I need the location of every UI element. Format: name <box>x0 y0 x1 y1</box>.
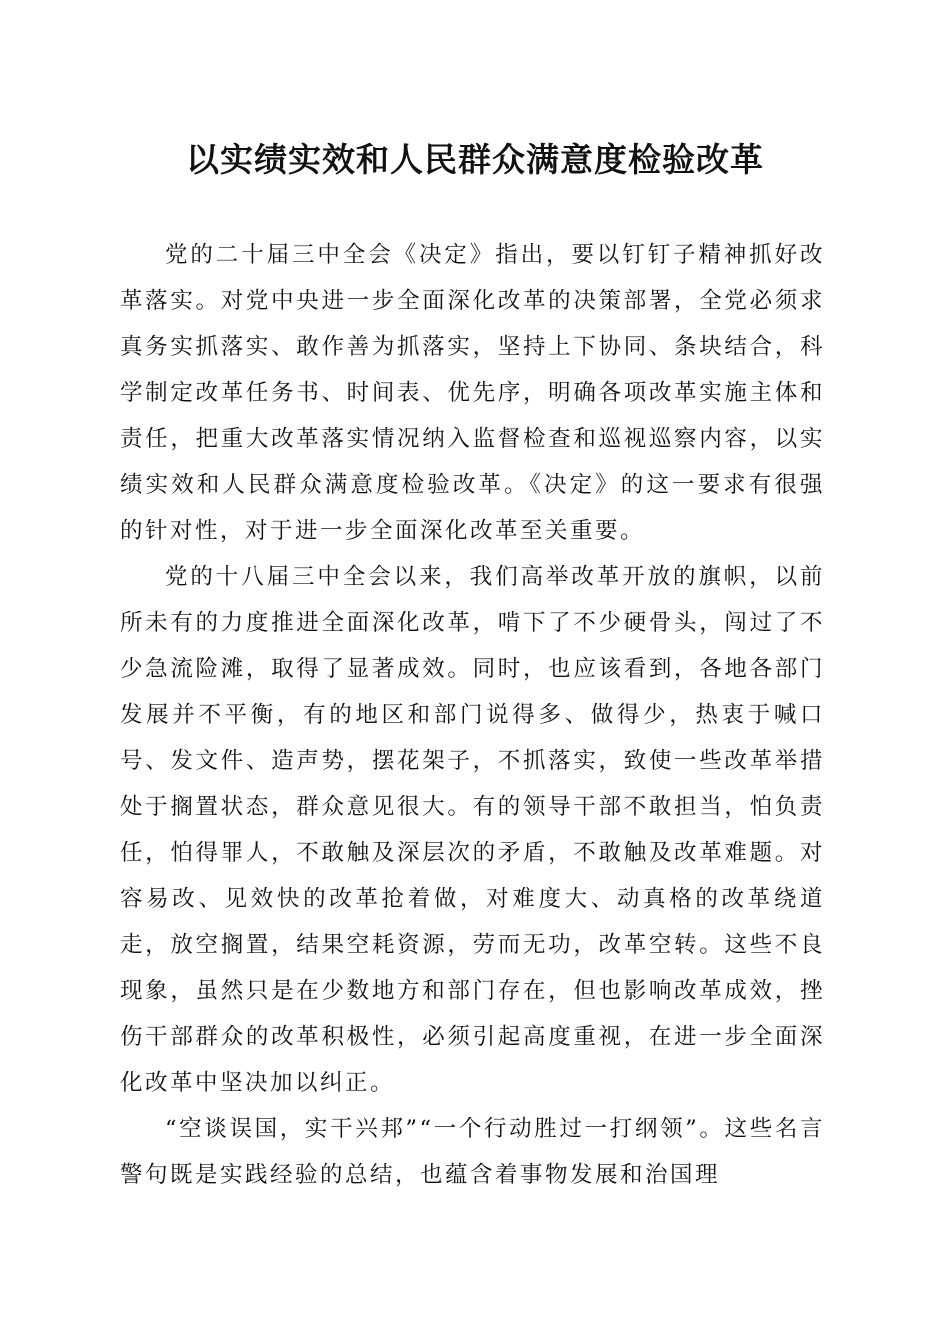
paragraph-3: “空谈误国，实干兴邦”“一个行动胜过一打纲领”。这些名言警句既是实践经验的总结，也蕴含着事物发展和治国理 <box>120 1116 825 1188</box>
document-title: 以实绩实效和人民群众满意度检验改革 <box>186 140 764 179</box>
paragraph-1: 党的二十届三中全会《决定》指出，要以钉钉子精神抓好改革落实。对党中央进一步全面深化改革的决策部署，全党必须求真务实抓落实、敢作善为抓落实，坚持上下协同、条块结合，科学制定改革任务书、时间表、优先序，明确各项改革实施主体和责任，把重大改革落实情况纳入监督检查和巡视巡察内容，以实绩实效和人民群众满意度检验改革。《决定》的这一要求有很强的针对性，对于进一步全面深化改革至关重要。 <box>120 242 825 544</box>
document-body <box>120 232 825 1198</box>
paragraph-2: 党的十八届三中全会以来，我们高举改革开放的旗帜，以前所未有的力度推进全面深化改革，啃下了不少硬骨头，闯过了不少急流险滩，取得了显著成效。同时，也应该看到，各地各部门发展并不平衡，有的地区和部门说得多、做得少，热衷于喊口号、发文件、造声势，摆花架子，不抓落实，致使一些改革举措处于搁置状态，群众意见很大。有的领导干部不敢担当，怕负责任，怕得罪人，不敢触及深层次的矛盾，不敢触及改革难题。对容易改、见效快的改革抢着做，对难度大、动真格的改革绕道走，放空搁置，结果空耗资源，劳而无功，改革空转。这些不良现象，虽然只是在少数地方和部门存在，但也影响改革成效，挫伤干部群众的改革积极性，必须引起高度重视，在进一步全面深化改革中坚决加以纠正。 <box>120 564 825 1096</box>
